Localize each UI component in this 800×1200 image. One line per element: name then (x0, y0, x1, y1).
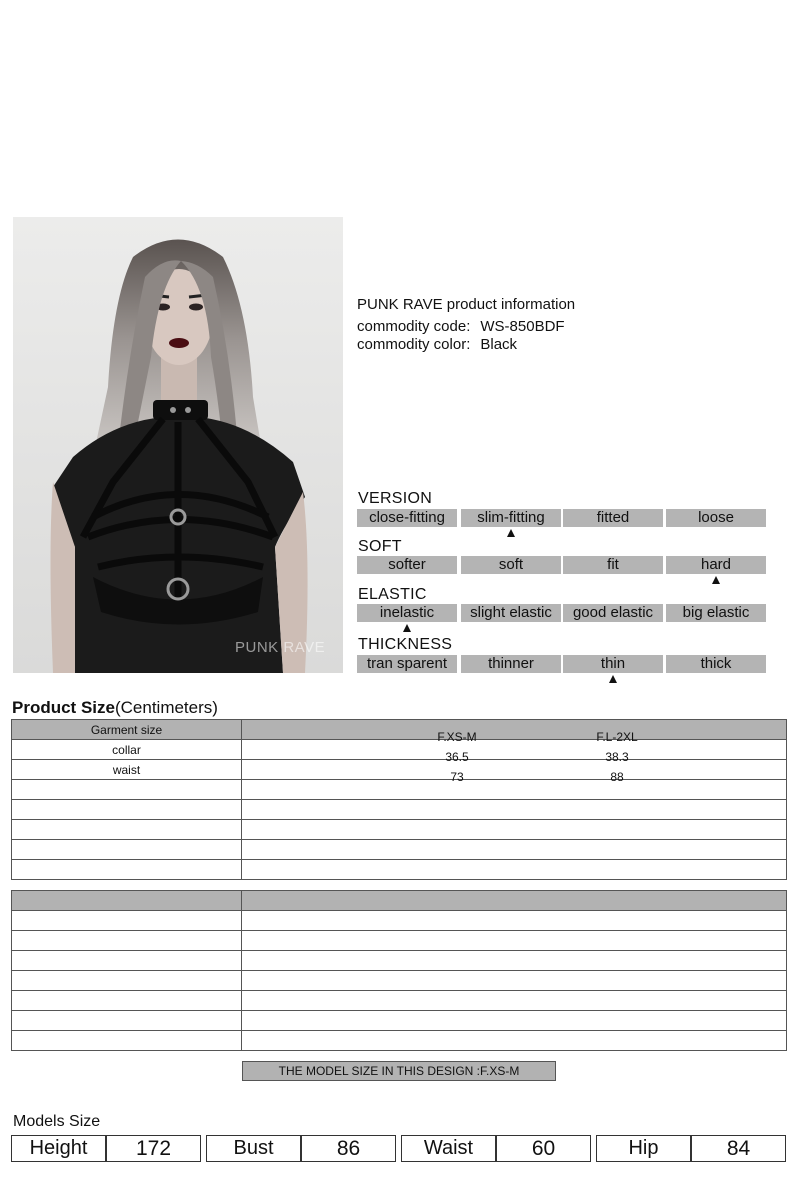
commodity-color-value: Black (480, 336, 518, 353)
table-row-empty (12, 840, 787, 860)
measurement-label-bust: Bust (206, 1135, 301, 1162)
measurement-value-height: 172 (106, 1135, 201, 1162)
attribute-scale-thickness (357, 655, 767, 673)
attribute-option: thinner (461, 655, 561, 673)
table-row-empty (12, 800, 787, 820)
measurement-value-bust: 86 (301, 1135, 396, 1162)
measurement-label-height: Height (11, 1135, 106, 1162)
attribute-option: close-fitting (357, 509, 457, 527)
attribute-option: thick (666, 655, 766, 673)
attribute-option: good elastic (563, 604, 663, 622)
table-row-empty (12, 951, 787, 971)
attribute-option: soft (461, 556, 561, 574)
secondary-size-table (11, 890, 787, 1051)
models-size-table (11, 1135, 788, 1162)
measurement-label-hip: Hip (596, 1135, 691, 1162)
model-illustration (13, 217, 343, 673)
commodity-color-label: commodity color: (357, 336, 471, 353)
collar-size-b: 38.3 (605, 749, 629, 764)
table-row-empty (12, 1031, 787, 1051)
table-row-empty (12, 911, 787, 931)
photo-watermark: PUNK RAVE (235, 639, 326, 656)
commodity-color-line (357, 336, 517, 353)
product-size-heading (12, 698, 218, 718)
product-size-title: Product Size (12, 698, 115, 717)
table-row-empty (12, 991, 787, 1011)
attribute-option: slim-fitting (461, 509, 561, 527)
waist-size-b: 88 (610, 769, 624, 784)
attribute-scale-version (357, 509, 767, 527)
table-row (12, 740, 787, 760)
attribute-option: inelastic (357, 604, 457, 622)
attribute-option: fitted (563, 509, 663, 527)
table-row-empty (12, 860, 787, 880)
table-row-empty (12, 780, 787, 800)
collar-size-a: 36.5 (445, 749, 469, 764)
attribute-scale-elastic (357, 604, 767, 622)
attribute-option: big elastic (666, 604, 766, 622)
attribute-option: fit (563, 556, 663, 574)
model-size-note: THE MODEL SIZE IN THIS DESIGN :F.XS-M (242, 1061, 556, 1081)
models-size-label: Models Size (13, 1113, 101, 1130)
row-label-waist: waist (12, 760, 242, 780)
row-values (242, 760, 787, 784)
table-row-empty (12, 971, 787, 991)
row-label-collar: collar (12, 740, 242, 760)
attribute-option: softer (357, 556, 457, 574)
commodity-code-line (357, 318, 565, 335)
measurement-value-waist: 60 (496, 1135, 591, 1162)
table-row-empty (12, 1011, 787, 1031)
commodity-code-value: WS-850BDF (480, 318, 565, 335)
waist-size-a: 73 (450, 769, 464, 784)
size-a-header: F.XS-M (437, 729, 477, 744)
commodity-code-label: commodity code: (357, 318, 471, 335)
measurement-label-waist: Waist (401, 1135, 496, 1162)
table-row-empty (12, 820, 787, 840)
selected-marker-icon (609, 675, 617, 683)
size-table-header (12, 720, 787, 740)
info-title: PUNK RAVE product information (357, 296, 576, 313)
table-row (12, 760, 787, 780)
garment-size-header: Garment size (12, 720, 242, 740)
attribute-option: thin (563, 655, 663, 673)
attribute-title-soft: SOFT (358, 538, 402, 555)
attribute-option: tran sparent (357, 655, 457, 673)
attribute-title-version: VERSION (358, 490, 433, 507)
attribute-option: hard (666, 556, 766, 574)
selected-marker-icon (712, 576, 720, 584)
attribute-scale-soft (357, 556, 767, 574)
secondary-table-header (12, 891, 787, 911)
attribute-option: slight elastic (461, 604, 561, 622)
attribute-title-thickness: THICKNESS (358, 636, 453, 653)
selected-marker-icon (403, 624, 411, 632)
measurement-value-hip: 84 (691, 1135, 786, 1162)
product-photo (13, 217, 343, 673)
size-b-header: F.L-2XL (596, 729, 638, 744)
row-values (242, 740, 787, 764)
size-columns-header (242, 720, 787, 744)
selected-marker-icon (507, 529, 515, 537)
attribute-option: loose (666, 509, 766, 527)
size-table (11, 719, 787, 880)
attribute-title-elastic: ELASTIC (358, 586, 427, 603)
product-size-unit: (Centimeters) (114, 698, 218, 717)
table-row-empty (12, 931, 787, 951)
